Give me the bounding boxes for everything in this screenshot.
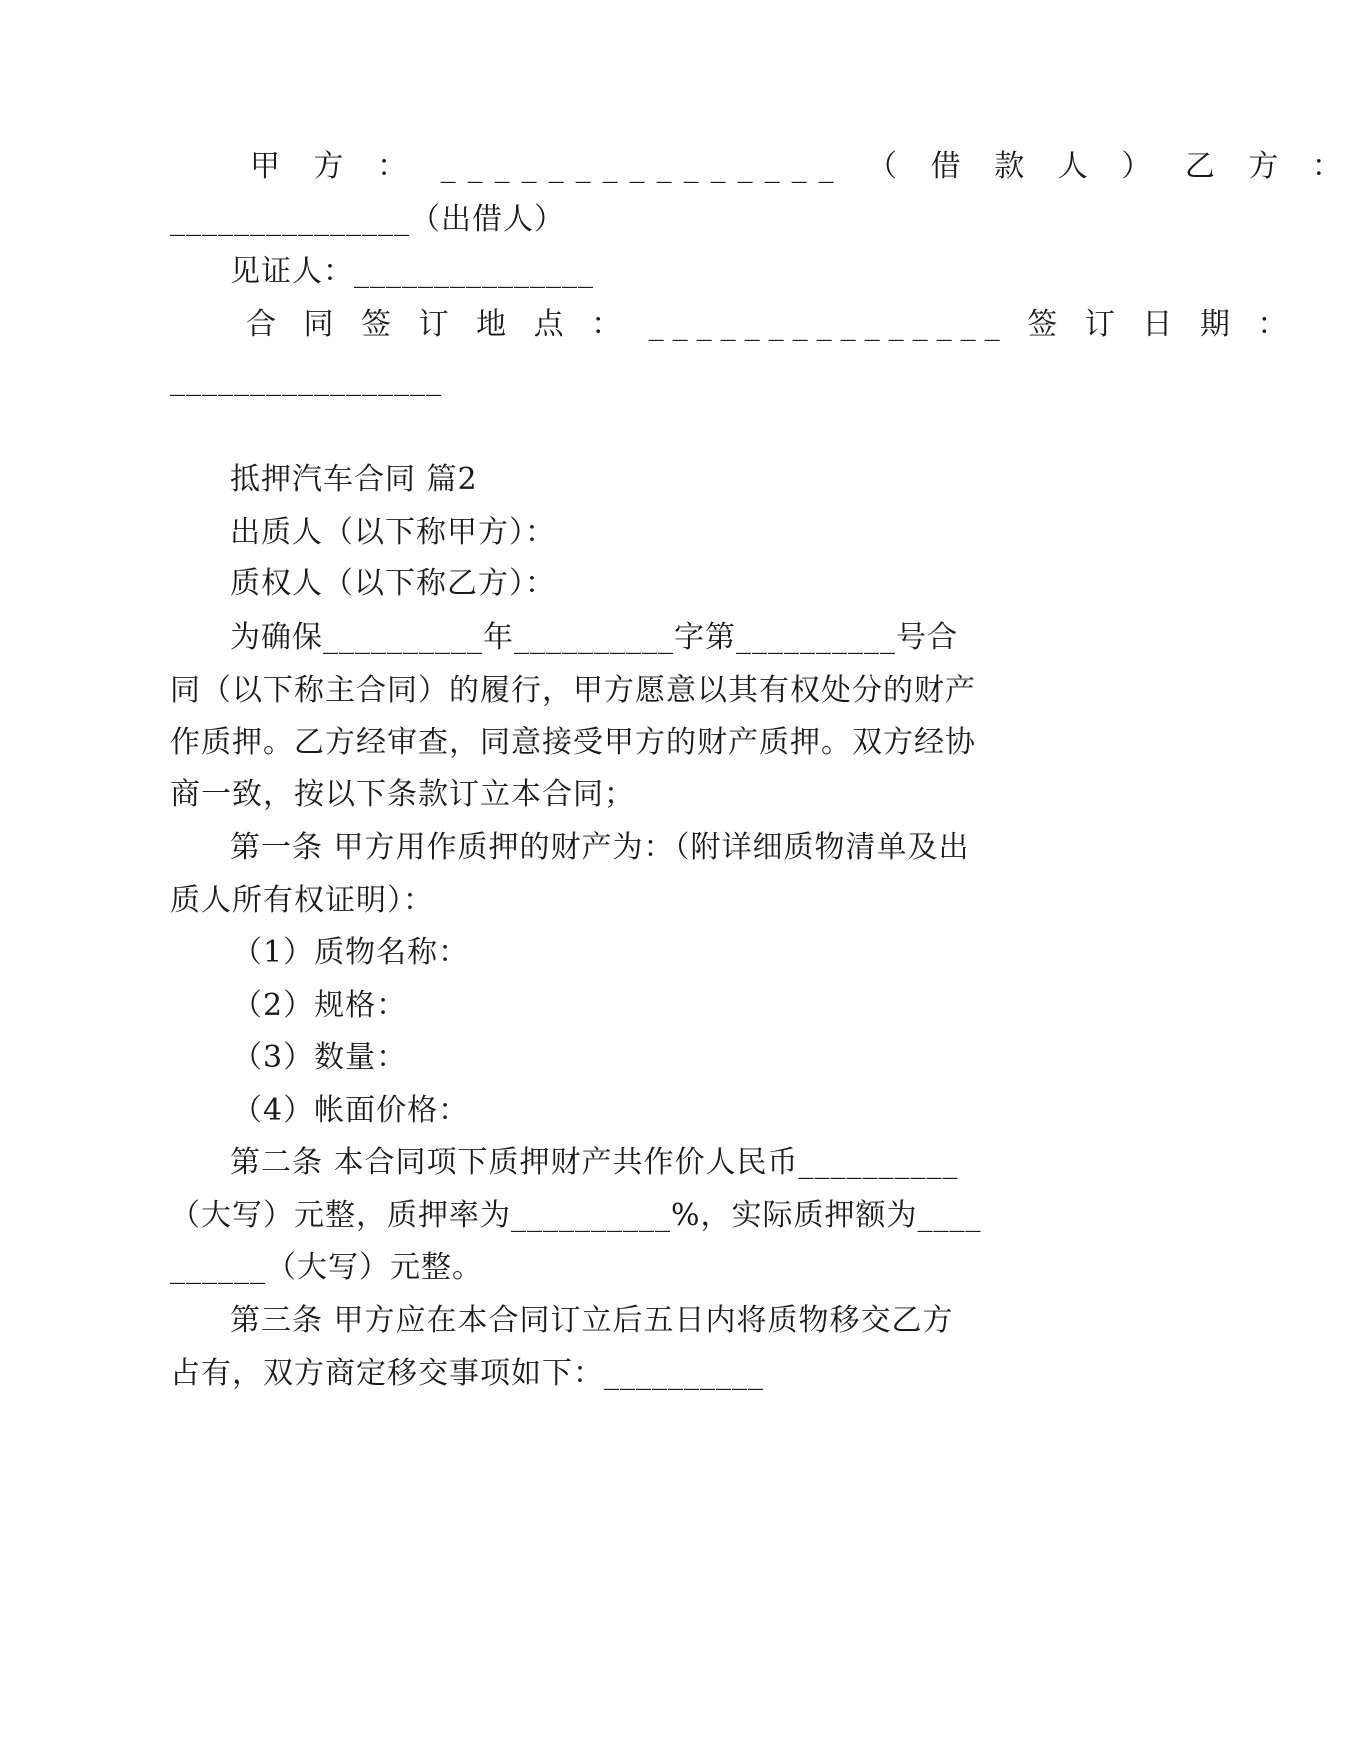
article-one: 第一条 甲方用作质押的财产为：（附详细质物清单及出 xyxy=(230,830,970,865)
witness-line: 见证人：_______________ xyxy=(230,254,594,289)
list-item: （2）规格： xyxy=(232,988,408,1023)
party-a-line: 甲 方 ： _______________ （ 借 款 人 ） 乙 方 ： xyxy=(250,149,1354,184)
paragraph-line: 商一致，按以下条款订立本合同； xyxy=(170,777,635,812)
article-two-cont: （大写）元整，质押率为__________%，实际质押额为____ xyxy=(170,1198,982,1233)
list-item: （3）数量： xyxy=(232,1040,408,1075)
article-two: 第二条 本合同项下质押财产共作价人民币__________ xyxy=(230,1145,959,1180)
paragraph-line: 作质押。乙方经审查，同意接受甲方的财产质押。双方经协 xyxy=(170,725,976,760)
sign-place-line: 合 同 签 订 地 点 ： _______________ 签 订 日 期 ： xyxy=(246,307,1297,342)
article-three-cont: 占有，双方商定移交事项如下：__________ xyxy=(170,1356,764,1391)
article-three: 第三条 甲方应在本合同订立后五日内将质物移交乙方 xyxy=(230,1303,954,1338)
lender-line: _______________（出借人） xyxy=(170,202,565,237)
pledgor-line: 出质人（以下称甲方）： xyxy=(230,515,556,550)
sign-date-blank: _________________ xyxy=(170,362,442,397)
article-one-cont: 质人所有权证明）： xyxy=(170,883,434,918)
list-item: （1）质物名称： xyxy=(232,935,470,970)
paragraph-line: 同（以下称主合同）的履行，甲方愿意以其有权处分的财产 xyxy=(170,673,976,708)
paragraph-line: 为确保__________年__________字第__________号合 xyxy=(230,620,958,655)
list-item: （4）帐面价格： xyxy=(232,1093,470,1128)
article-two-cont: ______（大写）元整。 xyxy=(170,1250,483,1285)
pledgee-line: 质权人（以下称乙方）： xyxy=(230,566,556,601)
section-title: 抵押汽车合同 篇2 xyxy=(230,462,478,497)
